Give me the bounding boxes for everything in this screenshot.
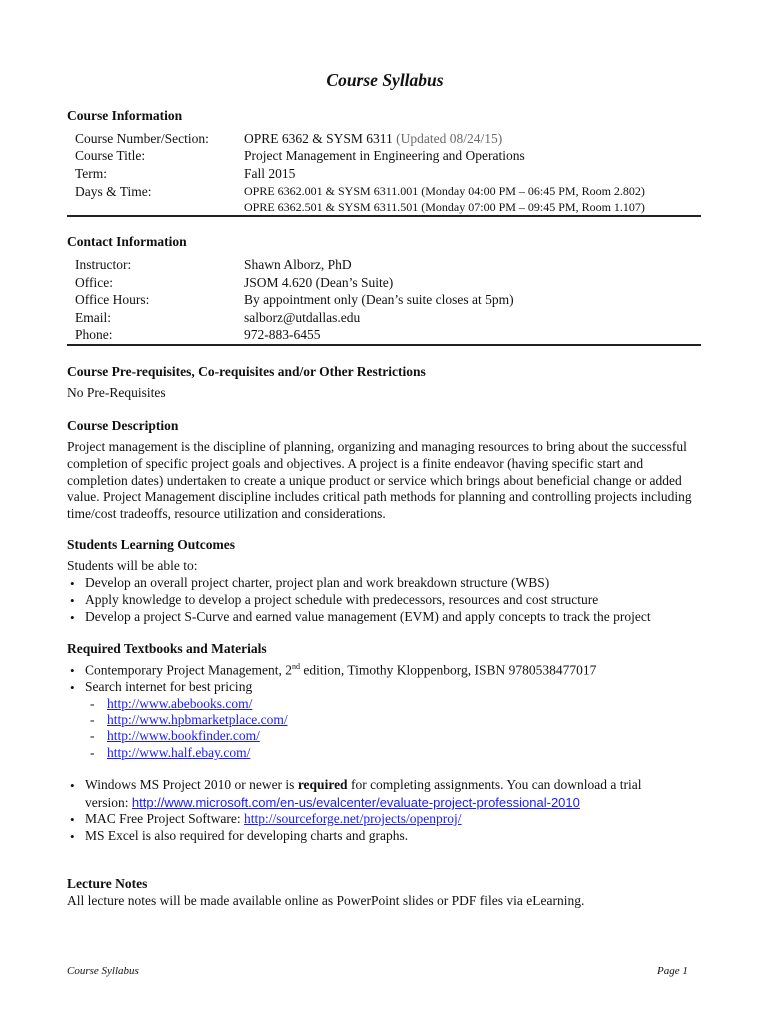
updated-note: (Updated 08/24/15) [392, 131, 503, 146]
dash-icon: - [90, 696, 95, 711]
bullet-icon: • [70, 593, 75, 608]
days-time-value-2: OPRE 6362.501 & SYSM 6311.501 (Monday 07:00 PM – 09:45 PM, Room 1.107) [244, 200, 645, 214]
phone-label: Phone: [75, 327, 113, 342]
section-divider [67, 215, 701, 217]
office-hours-value: By appointment only (Dean’s suite closes at 5pm) [244, 292, 514, 307]
dash-icon: - [90, 712, 95, 727]
email-value: salborz@utdallas.edu [244, 310, 361, 325]
description-text: Project management is the discipline of planning, organizing and managing resources to bring about the successful completion of specific project goals and objectives. A project is a finite endeavor (having specific start and completion dates) undertaken to create a unique product or service which brings about beneficial change or added value. Project Management discipline includes critical path methods for planning and controlling projects including time/cost tradeoffs, resource utilization and considerations. [67, 439, 692, 522]
ms-project-line2: version: http://www.microsoft.com/en-us/evalcenter/evaluate-project-professional-2010 [85, 795, 580, 810]
bullet-icon: • [70, 576, 75, 591]
page-title: Course Syllabus [326, 70, 444, 90]
outcome-item: Apply knowledge to develop a project schedule with predecessors, resources and cost structure [85, 592, 599, 607]
course-title-label: Course Title: [75, 148, 146, 163]
link-abebooks[interactable]: http://www.abebooks.com/ [107, 696, 253, 711]
section-divider [67, 344, 701, 346]
link-bookfinder[interactable]: http://www.bookfinder.com/ [107, 728, 260, 743]
dash-icon: - [90, 745, 95, 760]
link-half-ebay[interactable]: http://www.half.ebay.com/ [107, 745, 251, 760]
lecture-heading: Lecture Notes [67, 876, 148, 891]
description-heading: Course Description [67, 418, 179, 433]
contact-heading: Contact Information [67, 234, 187, 249]
prereq-heading: Course Pre-requisites, Co-requisites and/or Other Restrictions [67, 364, 426, 379]
bullet-icon: • [70, 778, 75, 793]
textbook-item: Contemporary Project Management, 2nd edition, Timothy Kloppenborg, ISBN 9780538477017 [85, 662, 597, 678]
dash-icon: - [90, 728, 95, 743]
link-ms-project-trial[interactable]: http://www.microsoft.com/en-us/evalcenter/evaluate-project-professional-2010 [131, 795, 580, 810]
outcome-item: Develop a project S-Curve and earned value management (EVM) and apply concepts to track the project [85, 609, 651, 624]
prereq-text: No Pre-Requisites [67, 385, 166, 400]
term-value: Fall 2015 [244, 166, 296, 181]
course-title-value: Project Management in Engineering and Operations [244, 148, 525, 163]
days-time-value-1: OPRE 6362.001 & SYSM 6311.001 (Monday 04:00 PM – 06:45 PM, Room 2.802) [244, 184, 645, 198]
search-pricing-text: Search internet for best pricing [85, 679, 253, 694]
link-openproj[interactable]: http://sourceforge.net/projects/openproj/ [243, 811, 462, 826]
outcomes-intro: Students will be able to: [67, 558, 198, 573]
email-label: Email: [75, 310, 111, 325]
office-label: Office: [75, 275, 113, 290]
mac-project-text: MAC Free Project Software: http://sourceforge.net/projects/openproj/ [85, 811, 462, 826]
days-time-label: Days & Time: [75, 184, 152, 199]
term-label: Term: [75, 166, 108, 181]
lecture-text: All lecture notes will be made available online as PowerPoint slides or PDF files via eLearning. [67, 893, 585, 908]
outcome-item: Develop an overall project charter, project plan and work breakdown structure (WBS) [85, 575, 550, 590]
textbooks-heading: Required Textbooks and Materials [67, 641, 267, 656]
office-hours-label: Office Hours: [75, 292, 150, 307]
footer-title: Course Syllabus [67, 965, 139, 977]
bullet-icon: • [70, 663, 75, 678]
instructor-label: Instructor: [75, 257, 132, 272]
page-number: Page 1 [657, 965, 688, 977]
course-info-heading: Course Information [67, 108, 183, 123]
instructor-value: Shawn Alborz, PhD [244, 257, 352, 272]
bullet-icon: • [70, 680, 75, 695]
office-value: JSOM 4.620 (Dean’s Suite) [244, 275, 394, 290]
bullet-icon: • [70, 812, 75, 827]
phone-value: 972-883-6455 [244, 327, 321, 342]
ms-project-text: Windows MS Project 2010 or newer is required for completing assignments. You can download a trial [85, 777, 642, 792]
course-number-value: OPRE 6362 & SYSM 6311 (Updated 08/24/15) [244, 131, 503, 146]
outcomes-heading: Students Learning Outcomes [67, 537, 236, 552]
bullet-icon: • [70, 610, 75, 625]
bullet-icon: • [70, 829, 75, 844]
course-number-label: Course Number/Section: [75, 131, 209, 146]
link-hpbmarketplace[interactable]: http://www.hpbmarketplace.com/ [107, 712, 288, 727]
ms-excel-text: MS Excel is also required for developing charts and graphs. [85, 828, 409, 843]
